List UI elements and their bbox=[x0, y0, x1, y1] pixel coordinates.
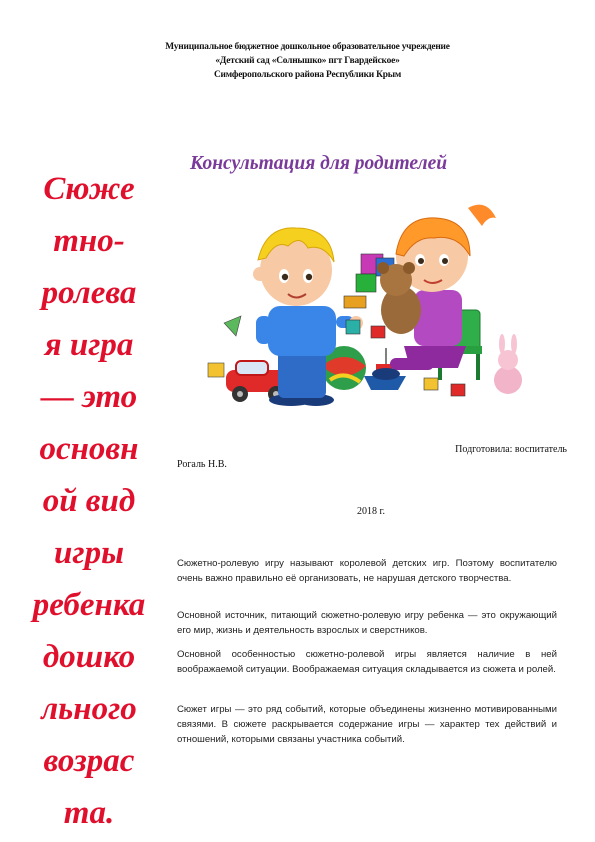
side-title bbox=[14, 163, 164, 839]
side-title-line: льного bbox=[41, 691, 137, 727]
header-line-3: Симферопольского района Республики Крым bbox=[213, 70, 402, 80]
side-title-line: ролева bbox=[41, 275, 137, 311]
paragraph: Основной источник, питающий сюжетно-ролевую игру ребенка — это окружающий его мир, жизнь и деятельность взрослых и сверстников. bbox=[177, 610, 557, 636]
side-title-line: — это bbox=[40, 379, 138, 415]
year-label: 2018 г. bbox=[357, 506, 385, 517]
side-title-line: возрас bbox=[43, 743, 135, 779]
header-line-2: «Детский сад «Солнышко» пгт Гвардейское» bbox=[215, 56, 400, 66]
prepared-by-label: Подготовила: воспитатель bbox=[455, 444, 567, 455]
author-name: Рогаль Н.В. bbox=[177, 459, 227, 470]
toy-block bbox=[208, 363, 224, 377]
side-title-line: та. bbox=[63, 795, 115, 831]
side-title-line: игры bbox=[54, 535, 124, 571]
side-title-line: Сюже bbox=[43, 171, 135, 207]
toy-pyramid bbox=[224, 316, 241, 336]
side-title-line: дошко bbox=[42, 639, 136, 675]
children-playing-illustration bbox=[196, 198, 536, 413]
side-title-line: тно- bbox=[53, 223, 125, 259]
side-title-line: я игра bbox=[44, 327, 134, 363]
paragraph: Сюжет игры — это ряд событий, которые объединены жизненно мотивированными связями. В сюжете раскрывается содержание игры — характер тех действий и отношений, которыми связаны участника событий. bbox=[177, 704, 557, 745]
institution-header bbox=[60, 40, 555, 82]
paragraph: Сюжетно-ролевую игру называют королевой детских игр. Поэтому воспитателю очень важно правильно её организовать, не нарушая детского творчества. bbox=[177, 558, 557, 584]
consultation-title: Консультация для родителей bbox=[190, 153, 448, 174]
side-title-line: основн bbox=[39, 431, 139, 467]
side-title-line: ой вид bbox=[42, 483, 136, 519]
toy-bunny-icon bbox=[494, 334, 522, 394]
paragraph: Основной особенностью сюжетно-ролевой игры является наличие в ней воображаемой ситуации. Воображаемая ситуация складывается из сюжета и ролей. bbox=[177, 649, 557, 675]
side-title-line: ребенка bbox=[32, 587, 146, 623]
header-line-1: Муниципальное бюджетное дошкольное образовательное учреждение bbox=[165, 42, 450, 52]
